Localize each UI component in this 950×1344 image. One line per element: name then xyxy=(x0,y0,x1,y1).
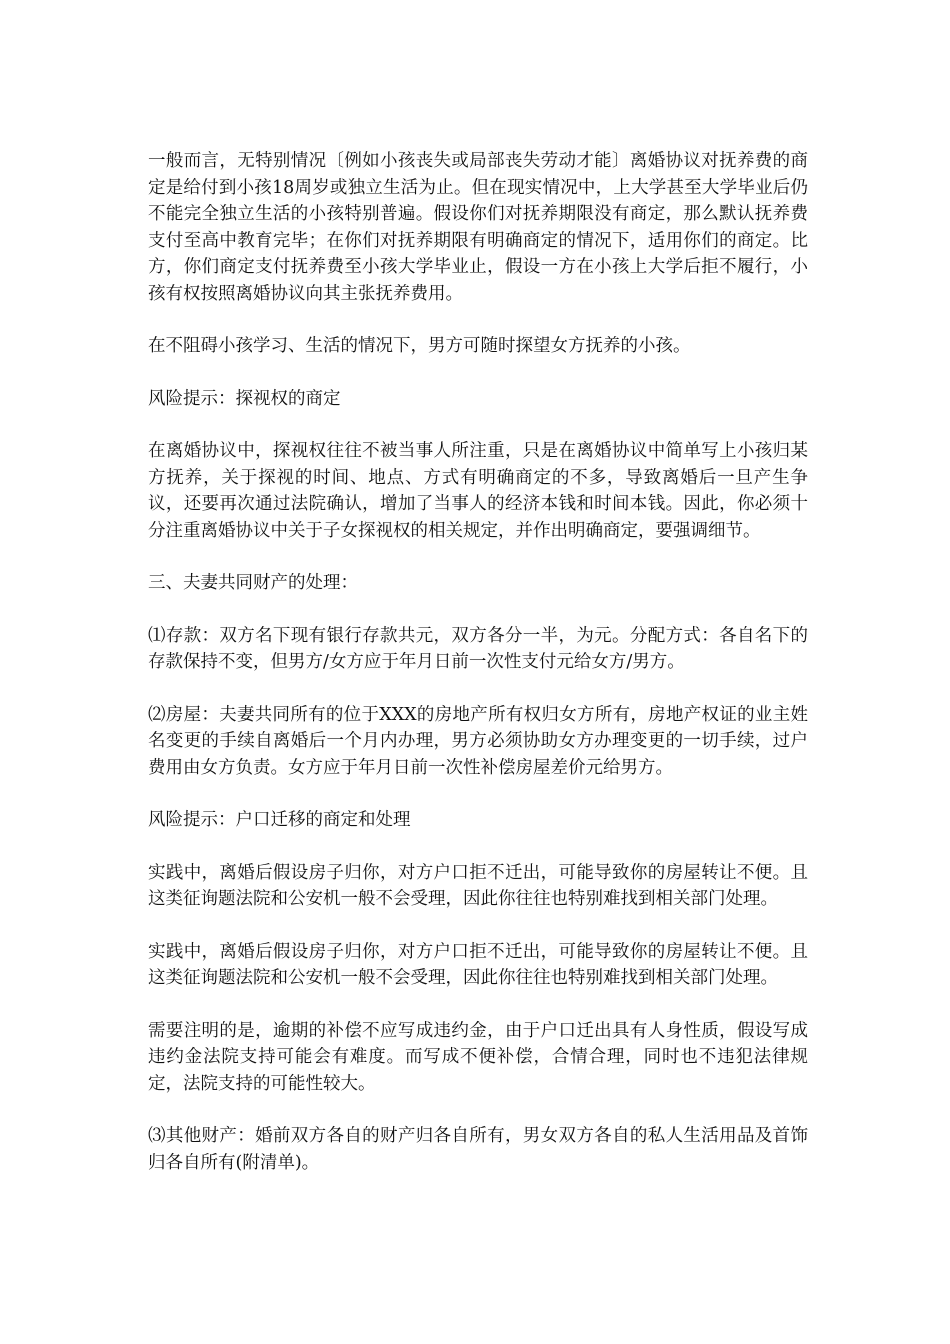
paragraph-visitation-right: 在不阻碍小孩学习、生活的情况下，男方可随时探望女方抚养的小孩。 xyxy=(148,336,691,356)
heading-risk-household-registration: 风险提示：户口迁移的商定和处理 xyxy=(148,810,411,830)
document-page xyxy=(148,148,808,1202)
paragraph-other-property: ⑶其他财产：婚前双方各自的财产归各自所有，男女双方各自的私人生活用品及首饰归各自所有(附清单)。 xyxy=(148,1126,808,1173)
paragraph-visitation-risk: 在离婚协议中，探视权往往不被当事人所注重，只是在离婚协议中简单写上小孩归某方抚养，关于探视的时间、地点、方式有明确商定的不多，导致离婚后一旦产生争议，还要再次通过法院确认，增加了当事人的经济本钱和时间本钱。因此，你必须十分注重离婚协议中关于子女探视权的相关规定，并作出明确商定，要强调细节。 xyxy=(148,441,808,541)
paragraph-deposits: ⑴存款：双方名下现有银行存款共元，双方各分一半，为元。分配方式：各自名下的存款保持不变，但男方/女方应于年月日前一次性支付元给女方/男方。 xyxy=(148,625,808,672)
paragraph-child-support-period: 一般而言，无特别情况〔例如小孩丧失或局部丧失劳动才能〕离婚协议对抚养费的商定是给付到小孩18周岁或独立生活为止。但在现实情况中，上大学甚至大学毕业后仍不能完全独立生活的小孩特别普遍。假设你们对抚养期限没有商定，那么默认抚养费支付至高中教育完毕；在你们对抚养期限有明确商定的情况下，适用你们的商定。比方，你们商定支付抚养费至小孩大学毕业止，假设一方在小孩上大学后拒不履行，小孩有权按照离婚协议向其主张抚养费用。 xyxy=(148,151,808,304)
heading-joint-property: 三、夫妻共同财产的处理： xyxy=(148,573,358,593)
paragraph-household-practice-1: 实践中，离婚后假设房子归你，对方户口拒不迁出，可能导致你的房屋转让不便。且这类征询题法院和公安机一般不会受理，因此你往往也特别难找到相关部门处理。 xyxy=(148,862,808,909)
heading-risk-visitation: 风险提示：探视权的商定 xyxy=(148,388,341,409)
paragraph-household-practice-2: 实践中，离婚后假设房子归你，对方户口拒不迁出，可能导致你的房屋转让不便。且这类征询题法院和公安机一般不会受理，因此你往往也特别难找到相关部门处理。 xyxy=(148,941,808,988)
paragraph-house: ⑵房屋：夫妻共同所有的位于XXX的房地产所有权归女方所有，房地产权证的业主姓名变更的手续自离婚后一个月内办理，男方必须协助女方办理变更的一切手续，过户费用由女方负责。女方应于年月日前一次性补偿房屋差价元给男方。 xyxy=(148,704,808,778)
paragraph-compensation-note: 需要注明的是，逾期的补偿不应写成违约金，由于户口迁出具有人身性质，假设写成违约金法院支持可能会有难度。而写成不便补偿，合情合理，同时也不违犯法律规定，法院支持的可能性较大。 xyxy=(148,1020,808,1094)
